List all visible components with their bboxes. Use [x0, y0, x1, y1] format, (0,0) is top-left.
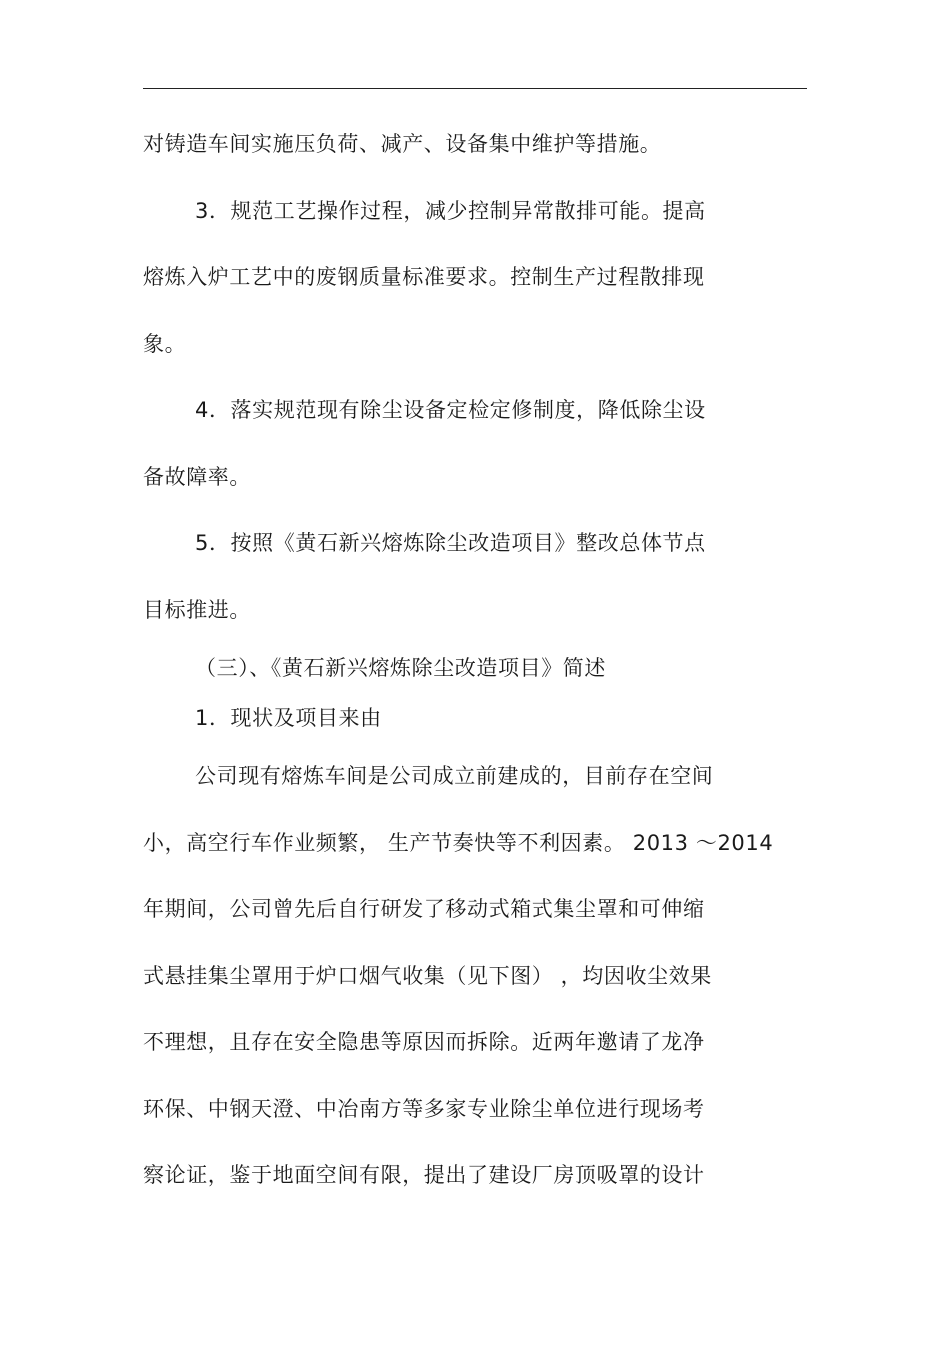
- text-line: 目标推进。: [143, 598, 251, 622]
- text-line: 对铸造车间实施压负荷、减产、设备集中维护等措施。: [143, 132, 662, 156]
- text-line: 4．落实规范现有除尘设备定检定修制度，降低除尘设: [195, 398, 706, 422]
- text-line: 环保、中钢天澄、中冶南方等多家专业除尘单位进行现场考: [143, 1097, 705, 1121]
- section-heading: （三）、《黄石新兴熔炼除尘改造项目》简述: [195, 656, 606, 680]
- text-line: 年期间，公司曾先后自行研发了移动式箱式集尘罩和可伸缩: [143, 897, 705, 921]
- text-line: 公司现有熔炼车间是公司成立前建成的，目前存在空间: [195, 764, 714, 788]
- subsection-heading: 1．现状及项目来由: [195, 706, 382, 730]
- text-line: 熔炼入炉工艺中的废钢质量标准要求。控制生产过程散排现: [143, 265, 705, 289]
- text-line: 5．按照《黄石新兴熔炼除尘改造项目》整改总体节点: [195, 531, 706, 555]
- text-line: 备故障率。: [143, 465, 251, 489]
- text-line: 象。: [143, 332, 187, 356]
- text-line: 式悬挂集尘罩用于炉口烟气收集（见下图） ，均因收尘效果: [143, 964, 712, 988]
- text-line: 小，高空行车作业频繁， 生产节奏快等不利因素。 2013 ～2014: [143, 831, 774, 855]
- header-rule: [143, 88, 807, 89]
- text-line: 3．规范工艺操作过程，减少控制异常散排可能。提高: [195, 199, 706, 223]
- text-line: 察论证，鉴于地面空间有限，提出了建设厂房顶吸罩的设计: [143, 1163, 705, 1187]
- text-line: 不理想，且存在安全隐患等原因而拆除。近两年邀请了龙净: [143, 1030, 705, 1054]
